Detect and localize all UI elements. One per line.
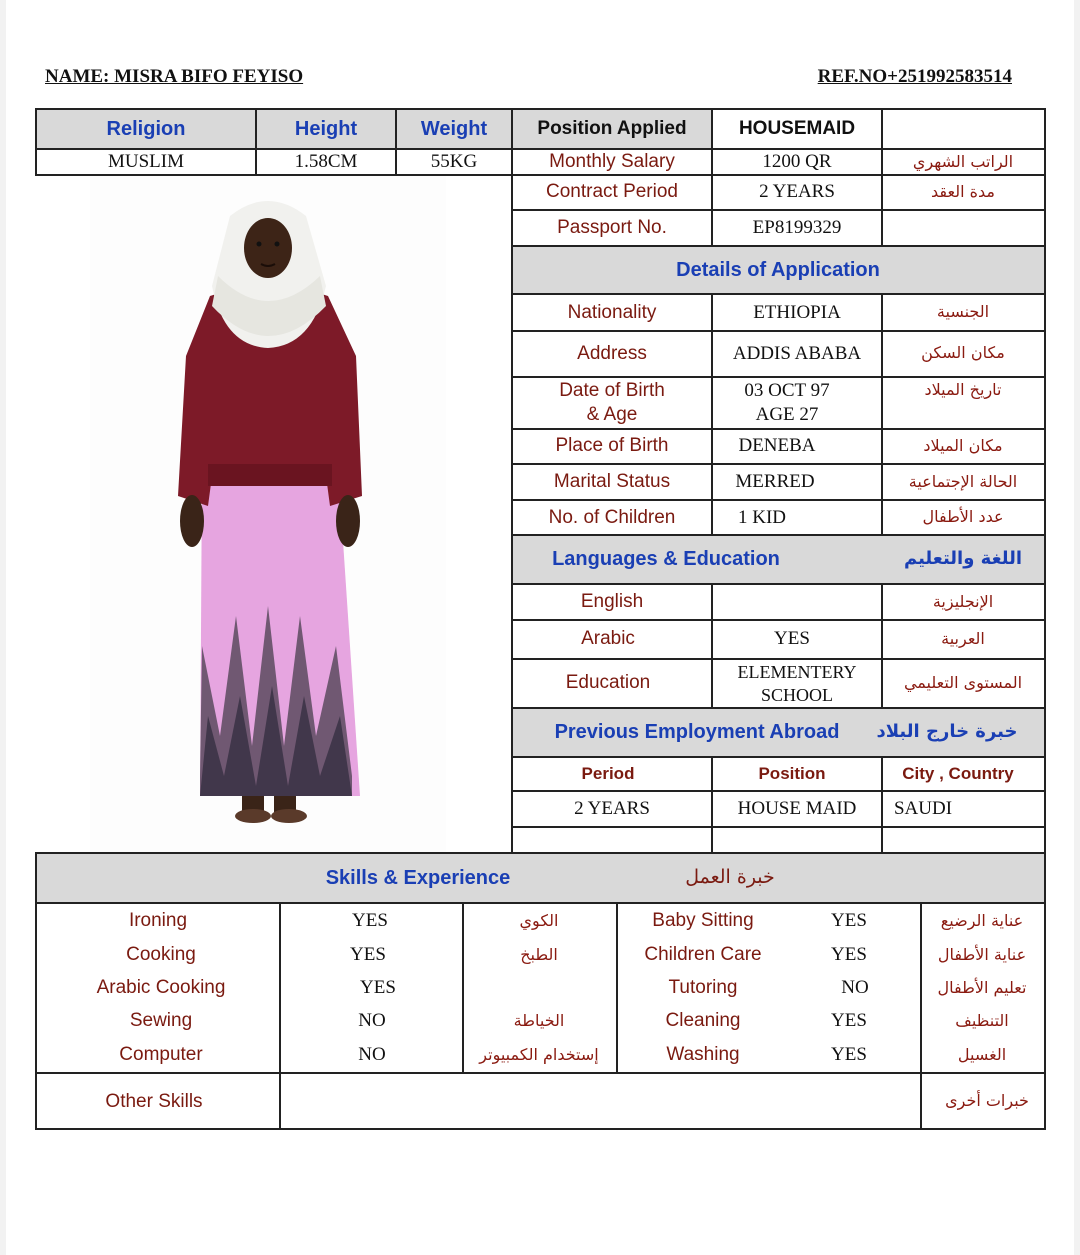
skill-washing-value: YES: [831, 1044, 867, 1066]
skill-computer-label: Computer: [119, 1044, 203, 1066]
employment-title-arabic: خبرة خارج البلاد: [876, 721, 1018, 743]
nationality-label: Nationality: [567, 301, 657, 323]
skill-sewing-arabic: الخياطة: [513, 1010, 565, 1030]
other-skills-arabic: خبرات أخرى: [945, 1091, 1029, 1111]
skill-cooking-value: YES: [350, 944, 386, 966]
skill-washing-arabic: الغسيل: [957, 1044, 1007, 1064]
skill-baby-sitting-arabic: عناية الرضيع: [940, 910, 1024, 930]
skill-children-care-value: YES: [831, 944, 867, 966]
skill-tutoring-arabic: تعليم الأطفال: [937, 977, 1027, 997]
skill-cleaning-label: Cleaning: [665, 1010, 741, 1032]
other-skills-label: Other Skills: [105, 1090, 203, 1112]
skill-ironing-arabic: الكوي: [519, 910, 559, 930]
contract-period-arabic: مدة العقد: [931, 181, 995, 201]
skill-children-care-arabic: عناية الأطفال: [937, 944, 1027, 964]
languages-title: Languages & Education: [552, 548, 780, 570]
arabic-value: YES: [774, 628, 810, 650]
applicant-name: NAME: MISRA BIFO FEYISO: [45, 66, 304, 87]
position-value: HOUSEMAID: [738, 118, 856, 140]
employment-place-header: City , Country: [902, 764, 1014, 784]
address-arabic: مكان السكن: [921, 343, 1005, 363]
skill-cleaning-arabic: التنظيف: [955, 1010, 1009, 1030]
dob-value: 03 OCT 97: [744, 380, 830, 402]
position-label: Position Applied: [537, 118, 687, 140]
age-value: AGE 27: [755, 404, 819, 426]
children-value: 1 KID: [737, 506, 787, 528]
education-value-2: SCHOOL: [760, 684, 833, 705]
employment-place-value: SAUDI: [893, 798, 953, 820]
place-of-birth-label: Place of Birth: [555, 435, 669, 457]
languages-title-arabic: اللغة والتعليم: [903, 548, 1023, 570]
skill-washing-label: Washing: [666, 1044, 740, 1066]
salary-value: 1200 QR: [762, 151, 832, 173]
contract-period-value: 2 YEARS: [759, 181, 835, 203]
skill-tutoring-value: NO: [841, 977, 869, 999]
salary-arabic: الراتب الشهري: [912, 151, 1014, 171]
skill-cooking-label: Cooking: [126, 944, 196, 966]
education-label: Education: [565, 672, 651, 694]
skills-title: Skills & Experience: [325, 866, 511, 889]
employment-position-header: Position: [758, 764, 826, 784]
skill-computer-value: NO: [358, 1044, 386, 1066]
skill-baby-sitting-label: Baby Sitting: [652, 910, 754, 932]
marital-status-label: Marital Status: [553, 471, 671, 493]
employment-period-value: 2 YEARS: [574, 798, 650, 820]
passport-value: EP8199329: [752, 216, 842, 238]
employment-position-value: HOUSE MAID: [737, 798, 857, 820]
place-of-birth-arabic: مكان الميلاد: [923, 435, 1003, 455]
contract-period-label: Contract Period: [545, 181, 678, 203]
skill-arabic-cooking-value: YES: [360, 977, 396, 999]
skills-title-arabic: خبرة العمل: [685, 866, 775, 889]
skill-ironing-label: Ironing: [128, 910, 188, 932]
person-photo-illustration: [90, 176, 446, 852]
children-label: No. of Children: [548, 506, 676, 528]
skill-ironing-value: YES: [352, 910, 388, 932]
religion-value: MUSLIM: [107, 151, 184, 173]
skill-sewing-value: NO: [358, 1010, 386, 1032]
reference-number: REF.NO+251992583514: [817, 66, 1012, 87]
address-label: Address: [577, 342, 647, 364]
english-arabic: الإنجليزية: [932, 591, 994, 611]
marital-status-value: MERRED: [735, 471, 815, 493]
english-value: [712, 584, 882, 620]
age-label: & Age: [586, 404, 638, 426]
employment-period-header: Period: [581, 764, 635, 784]
skill-sewing-label: Sewing: [129, 1010, 193, 1032]
children-arabic: عدد الأطفال: [922, 507, 1004, 527]
education-arabic: المستوى التعليمي: [903, 672, 1023, 692]
skill-cooking-arabic: الطبخ: [520, 944, 558, 964]
nationality-arabic: الجنسية: [936, 302, 990, 322]
arabic-arabic: العربية: [941, 628, 985, 648]
other-skills-value: [280, 1074, 920, 1129]
employment-title: Previous Employment Abroad: [554, 721, 840, 743]
weight-label: Weight: [420, 117, 488, 140]
dob-label: Date of Birth: [559, 380, 665, 402]
applicant-photo: [90, 176, 446, 852]
height-value: 1.58CM: [294, 151, 358, 173]
skill-computer-arabic: إستخدام الكمبيوتر: [479, 1044, 599, 1064]
salary-label: Monthly Salary: [549, 151, 675, 173]
skill-children-care-label: Children Care: [644, 944, 762, 966]
weight-value: 55KG: [430, 151, 478, 173]
skill-tutoring-label: Tutoring: [668, 977, 738, 999]
religion-label: Religion: [106, 117, 186, 140]
skill-cleaning-value: YES: [831, 1010, 867, 1032]
arabic-label: Arabic: [581, 628, 635, 650]
skill-baby-sitting-value: YES: [831, 910, 867, 932]
address-value: ADDIS ABABA: [732, 342, 862, 364]
skill-arabic-cooking-label: Arabic Cooking: [96, 977, 226, 999]
place-of-birth-value: DENEBA: [738, 435, 816, 457]
nationality-value: ETHIOPIA: [753, 301, 841, 323]
height-label: Height: [294, 117, 358, 140]
dob-arabic: تاريخ الميلاد: [924, 379, 1002, 399]
details-title: Details of Application: [676, 258, 880, 281]
marital-status-arabic: الحالة الإجتماعية: [908, 471, 1018, 491]
english-label: English: [580, 591, 644, 613]
education-value: ELEMENTERY: [737, 661, 857, 682]
passport-label: Passport No.: [557, 216, 667, 238]
